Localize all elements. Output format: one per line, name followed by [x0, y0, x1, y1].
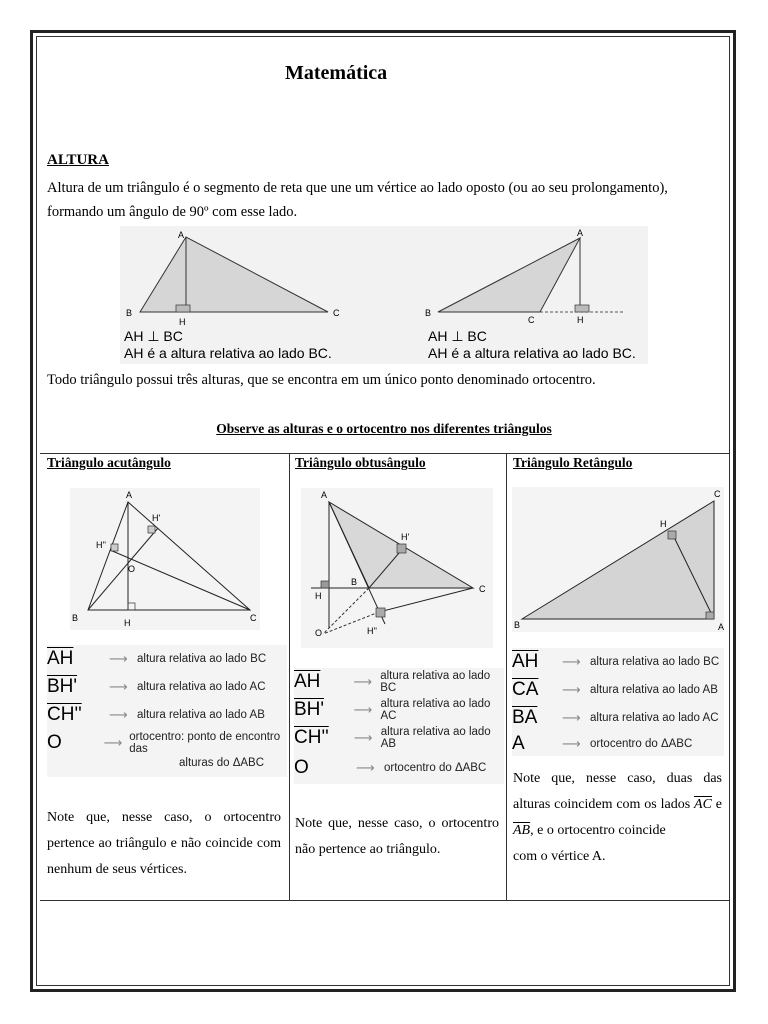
page-title: Matemática — [285, 62, 388, 84]
obtuse-label-h2: H'' — [367, 626, 377, 636]
left-caption-text: AH é a altura relativa ao lado BC. — [124, 345, 332, 361]
obtuse-mark-h — [321, 581, 329, 588]
obtuse-legend-desc-4: ortocentro do ΔABC — [384, 762, 487, 774]
right-note-part2: , e o ortocentro coincide — [530, 823, 666, 838]
acute-legend-sym-1: $\overline{AH}$ — [47, 648, 74, 669]
acute-legend-sym-4: O — [47, 732, 62, 753]
column-heading-obtusangulo: Triângulo obtusângulo — [295, 455, 426, 470]
left-right-angle-mark — [176, 305, 190, 312]
right-legend-desc-3: altura relativa ao lado AC — [590, 712, 719, 724]
arrow-icon: ⟶ — [109, 651, 128, 666]
left-label-b: B — [126, 308, 133, 318]
right-legend-row — [512, 706, 719, 730]
arrow-icon: ⟶ — [353, 702, 373, 717]
acute-label-h1: H' — [152, 513, 161, 523]
right-mark-h — [668, 531, 676, 539]
left-label-c: C — [333, 308, 340, 318]
right-label-b: B — [425, 308, 432, 318]
acute-mark-h1 — [148, 526, 155, 533]
table-bottom-border — [40, 900, 730, 901]
obtuse-triangle-figure — [301, 488, 493, 648]
right-legend-row — [512, 678, 718, 702]
acute-legend-desc-2: altura relativa ao lado AC — [137, 681, 266, 693]
left-figure-caption — [124, 328, 332, 362]
obtuse-legend-row — [294, 698, 504, 722]
right-perp-text: AH ⊥ BC — [428, 328, 487, 344]
arrow-icon: ⟶ — [353, 674, 373, 689]
right-legend-desc-2: altura relativa ao lado AB — [590, 684, 718, 696]
right-caption-text: AH é a altura relativa ao lado BC. — [428, 345, 636, 361]
section-heading: ALTURA — [47, 152, 109, 168]
right-label-a: A — [718, 622, 724, 632]
acute-legend-desc-3: altura relativa ao lado AB — [137, 709, 265, 721]
right-note-seg-ac: $\overline{AC}$ — [694, 797, 712, 812]
right-label-b: B — [514, 620, 521, 630]
obtuse-label-b: B — [351, 577, 358, 587]
right-legend-sym-2: $\overline{CA}$ — [512, 679, 539, 700]
right-figure-caption — [428, 328, 636, 362]
arrow-icon: ⟶ — [562, 682, 581, 697]
right-mark-a — [706, 612, 714, 619]
right-triangle — [438, 238, 580, 312]
right-legend-sym-4: A — [512, 733, 525, 754]
left-perp-text: AH ⊥ BC — [124, 328, 183, 344]
acute-triangle-figure — [70, 488, 260, 630]
column-heading-acutangulo: Triângulo acutângulo — [47, 455, 171, 470]
obtuse-mark-h2 — [376, 608, 385, 617]
acute-label-h: H — [124, 618, 131, 628]
acute-label-b: B — [72, 613, 79, 623]
arrow-icon: ⟶ — [562, 654, 581, 669]
acute-label-h2: H'' — [96, 540, 106, 550]
right-legend-desc-1: altura relativa ao lado BC — [590, 656, 720, 668]
acute-legend-sym-3: CH'' — [47, 704, 82, 725]
obtuse-mark-h1 — [397, 544, 406, 553]
obtuse-legend-desc-3: altura relativa ao lado AB — [380, 726, 491, 750]
arrow-icon: ⟶ — [562, 710, 581, 725]
obtuse-legend-sym-4: O — [294, 757, 309, 778]
obtuse-dashed-1 — [323, 588, 369, 634]
right-note-part3: com o vértice A. — [513, 849, 606, 864]
altura-figure — [120, 226, 648, 364]
right-legend-row — [512, 650, 719, 674]
right-legend-sym-1: $\overline{AH}$ — [512, 651, 539, 672]
table-divider-1 — [289, 453, 290, 900]
obtuse-note: Note que, nesse caso, o ortocentro não pertence ao triângulo. — [295, 816, 499, 857]
obtuse-legend-desc-1: altura relativa ao lado BC — [380, 670, 491, 694]
left-triangle — [140, 237, 328, 312]
acute-legend-desc-1: altura relativa ao lado BC — [137, 653, 267, 665]
right-note — [513, 766, 722, 870]
right-right-angle-mark — [575, 305, 589, 312]
acute-legend-row — [179, 751, 264, 775]
acute-mark-h2 — [111, 544, 118, 551]
acute-note: Note que, nesse caso, o ortocentro pertence ao triângulo e não coincide com nenhum de seus vértices. — [47, 810, 281, 877]
right-label-h: H — [660, 519, 667, 529]
left-label-h: H — [179, 317, 186, 327]
obtuse-label-o: O — [315, 628, 323, 638]
acute-height-ch2 — [110, 550, 250, 610]
obtuse-legend-sym-2: BH' — [294, 699, 325, 720]
acute-legend-desc-5: alturas do ΔABC — [179, 757, 265, 769]
acute-label-c: C — [250, 613, 257, 623]
arrow-icon: ⟶ — [353, 730, 373, 745]
obtuse-legend-row — [294, 670, 504, 694]
right-legend-desc-4: ortocentro do ΔABC — [590, 738, 693, 750]
right-label-c: C — [714, 489, 721, 499]
arrow-icon: ⟶ — [103, 735, 123, 750]
acute-legend-row — [47, 647, 266, 671]
table-top-border — [40, 453, 730, 454]
obtuse-legend-row — [294, 726, 504, 750]
acute-legend-row — [47, 703, 265, 727]
right-label-h: H — [577, 315, 584, 325]
obtuse-label-c: C — [479, 584, 486, 594]
obtuse-legend-sym-3: CH'' — [294, 727, 329, 748]
obtuse-label-a: A — [321, 490, 328, 500]
left-label-a: A — [178, 230, 185, 240]
table-heading: Observe as alturas e o ortocentro nos diferentes triângulos — [216, 421, 552, 436]
acute-label-a: A — [126, 490, 133, 500]
obtuse-height-ch2 — [379, 588, 473, 612]
acute-label-o: O — [128, 564, 136, 574]
acute-mark-h — [128, 603, 135, 610]
obtuse-legend-row — [294, 756, 486, 780]
right-note-part1: Note que, nesse caso, duas das alturas coincidem com os lados — [513, 771, 722, 812]
right-label-a: A — [577, 228, 584, 238]
right-triangle-diagram — [512, 487, 724, 632]
ortocentro-text: Todo triângulo possui três alturas, que se encontra em um único ponto denominado ortocentro. — [47, 372, 596, 388]
table-divider-2 — [506, 453, 507, 900]
obtuse-legend-desc-2: altura relativa ao lado AC — [380, 698, 491, 722]
right-legend-sym-3: $\overline{BA}$ — [512, 707, 538, 728]
obtuse-label-h: H — [315, 591, 322, 601]
arrow-icon: ⟶ — [562, 736, 581, 751]
obtuse-legend — [294, 668, 504, 784]
obtuse-label-h1: H' — [401, 532, 410, 542]
right-legend-row — [512, 732, 692, 756]
right-legend — [512, 648, 724, 756]
acute-legend-desc-4: ortocentro: ponto de encontro das — [129, 731, 281, 755]
right-note-seg-ab: $\overline{AB}$ — [513, 823, 531, 838]
acute-legend-row — [47, 675, 266, 699]
obtuse-triangle-diagram — [301, 488, 493, 648]
definition-line-2: formando um ângulo de 90º com esse lado. — [47, 204, 298, 220]
acute-legend — [47, 645, 287, 777]
arrow-icon: ⟶ — [356, 760, 375, 775]
acute-legend-sym-2: BH' — [47, 676, 78, 697]
obtuse-legend-sym-1: $\overline{AH}$ — [294, 671, 321, 692]
right-label-c: C — [528, 315, 535, 325]
arrow-icon: ⟶ — [109, 707, 128, 722]
acute-triangle-diagram — [70, 488, 260, 630]
column-heading-retangulo: Triângulo Retângulo — [513, 455, 633, 470]
acute-triangle — [88, 502, 250, 610]
arrow-icon: ⟶ — [109, 679, 128, 694]
right-triangle-figure — [512, 487, 724, 632]
definition-line-1: Altura de um triângulo é o segmento de reta que une um vértice ao lado oposto (ou ao seu prolongamento), — [47, 180, 668, 196]
right-note-and: e — [715, 797, 722, 812]
